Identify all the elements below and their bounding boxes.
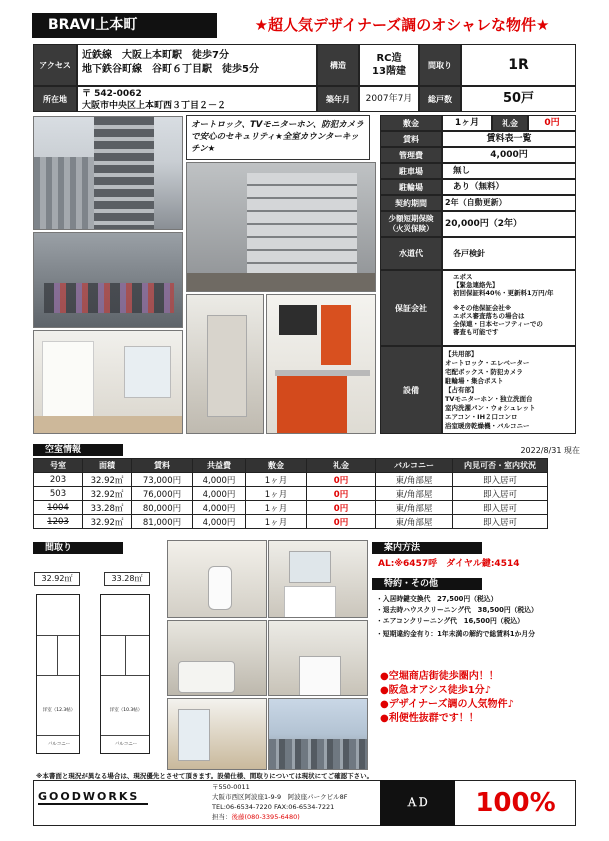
structure-value: RC造 13階建 bbox=[359, 44, 419, 86]
floorplan-title: 間取り bbox=[33, 542, 123, 554]
column-header: 賃料 bbox=[132, 459, 193, 473]
key-money-label: 礼金 bbox=[492, 115, 528, 131]
rent-label: 賃料 bbox=[380, 131, 442, 147]
floorplan-a bbox=[36, 594, 80, 754]
access-value bbox=[77, 44, 317, 86]
guide-line: AL:※6457呼 ダイヤル鍵:4514 bbox=[378, 559, 520, 569]
vacancy-title: 空室情報 bbox=[33, 444, 123, 456]
column-header: 敷金 bbox=[246, 459, 307, 473]
access-line-1: 近鉄線 大阪上本町駅 徒歩7分 bbox=[82, 50, 229, 61]
layout-value: 1R bbox=[461, 44, 576, 86]
floorplan-b bbox=[100, 594, 150, 754]
address-line-2: 大阪市中央区上本町西３丁目２－２ bbox=[82, 101, 227, 111]
footer-notice: ※本書面と現況が異なる場合は、現況優先とさせて頂きます。設備仕様、間取りについては現状にてご確認下さい。 bbox=[36, 772, 374, 780]
balcony: 東/角部屋 bbox=[376, 515, 453, 529]
column-header: 面積 bbox=[83, 459, 132, 473]
guarantor-line: エポス bbox=[453, 273, 473, 281]
vacancy-table bbox=[33, 458, 548, 529]
floorplan-a-area: 32.92㎡ bbox=[34, 572, 80, 586]
guide-title: 案内方法 bbox=[372, 542, 482, 554]
guarantor-label: 保証会社 bbox=[380, 270, 442, 346]
selling-points bbox=[380, 670, 580, 726]
rent: 76,000円 bbox=[132, 487, 193, 501]
bicycle-parking-label: 駐輪場 bbox=[380, 179, 442, 195]
balcony: 東/角部屋 bbox=[376, 473, 453, 487]
guarantor-line: ※その他保証会社※ bbox=[453, 303, 512, 312]
built-label: 築年月 bbox=[317, 86, 359, 112]
hallway-photo bbox=[186, 294, 264, 434]
features-title: 特約・その他 bbox=[372, 578, 482, 590]
company-line: 大阪市西区阿波座1-9-9 阿波座パークビル8F bbox=[212, 793, 348, 801]
room-number: 1203 bbox=[34, 515, 83, 529]
column-header: バルコニー bbox=[376, 459, 453, 473]
units-value: 50戸 bbox=[461, 86, 576, 112]
key-money: 0円 bbox=[307, 501, 376, 515]
company-info bbox=[212, 782, 382, 822]
common-fee: 4,000円 bbox=[193, 515, 246, 529]
feature-caption: オートロック、TVモニターホン、防犯カメラで安心のセキュリティ★全室カウンターキッチン★ bbox=[186, 115, 370, 160]
equipment-line: 駐輪場・集合ポスト bbox=[445, 377, 504, 385]
deposit: 1ヶ月 bbox=[246, 473, 307, 487]
status: 即入居可 bbox=[453, 487, 548, 501]
selling-point: ●利便性抜群です！！ bbox=[380, 713, 479, 724]
area: 33.28㎡ bbox=[83, 501, 132, 515]
table-row bbox=[34, 501, 548, 515]
access-line-2: 地下鉄谷町線 谷町６丁目駅 徒歩5分 bbox=[82, 64, 259, 75]
key-money: 0円 bbox=[307, 473, 376, 487]
rent-value: 賃料表一覧 bbox=[442, 131, 576, 147]
insurance-label: 少額短期保険 （火災保険） bbox=[380, 211, 442, 237]
access-label: アクセス bbox=[33, 44, 77, 86]
deposit: 1ヶ月 bbox=[246, 487, 307, 501]
vacancy-header-row bbox=[34, 459, 548, 473]
equipment-value bbox=[442, 346, 576, 434]
selling-point: ●阪急オアシス徒歩1分♪ bbox=[380, 685, 492, 696]
features-list bbox=[376, 594, 586, 640]
feature-item: ・エアコンクリーニング代 16,500円（税込） bbox=[376, 617, 524, 625]
room-label: 洋室（12.3帖） bbox=[42, 708, 76, 713]
deposit: 1ヶ月 bbox=[246, 501, 307, 515]
equipment-line: 【共用部】 bbox=[445, 350, 478, 358]
catchphrase: ★超人気デザイナーズ調のオシャレな物件★ bbox=[254, 16, 550, 34]
company-line: TEL:06-6534-7220 FAX:06-6534-7221 bbox=[212, 803, 335, 811]
column-header: 共益費 bbox=[193, 459, 246, 473]
rent: 73,000円 bbox=[132, 473, 193, 487]
balcony-label: バルコニー bbox=[114, 742, 138, 747]
balcony: 東/角部屋 bbox=[376, 501, 453, 515]
feature-item: ・退去時ハウスクリーニング代 38,500円（税込） bbox=[376, 606, 538, 614]
deposit-value: 1ヶ月 bbox=[442, 115, 492, 131]
equipment-line: エアコン・IH２口コンロ bbox=[445, 413, 518, 421]
contract-value: 2年（自動更新） bbox=[442, 195, 576, 211]
area: 32.92㎡ bbox=[83, 487, 132, 501]
bathroom-photo bbox=[167, 620, 267, 696]
equipment-line: TVモニターホン・独立洗面台 bbox=[445, 395, 533, 403]
feature-item: ・入居時鍵交換代 27,500円（税込） bbox=[376, 595, 498, 603]
table-row bbox=[34, 515, 548, 529]
balcony: 東/角部屋 bbox=[376, 487, 453, 501]
status: 即入居可 bbox=[453, 473, 548, 487]
equipment-line: 宅配ボックス・防犯カメラ bbox=[445, 368, 523, 376]
city-view-photo bbox=[268, 698, 368, 770]
ad-value: 100% bbox=[475, 788, 556, 818]
address-value bbox=[77, 86, 317, 112]
built-value: 2007年7月 bbox=[359, 86, 419, 112]
table-row bbox=[34, 487, 548, 501]
mgmt-fee-value: 4,000円 bbox=[442, 147, 576, 163]
rent: 80,000円 bbox=[132, 501, 193, 515]
area: 32.92㎡ bbox=[83, 515, 132, 529]
equipment-line: 浴室暖房乾燥機・バルコニー bbox=[445, 422, 530, 430]
address-line-1: 〒 542-0062 bbox=[82, 89, 142, 99]
key-money-value: 0円 bbox=[528, 115, 576, 131]
parking-label: 駐車場 bbox=[380, 163, 442, 179]
room-label: 洋室（10.3帖） bbox=[109, 708, 143, 713]
guarantor-line: エポス審査落ちの場合は bbox=[453, 311, 525, 320]
exterior-photo bbox=[33, 116, 183, 230]
water-label: 水道代 bbox=[380, 237, 442, 270]
bedroom-photo bbox=[167, 698, 267, 770]
key-money: 0円 bbox=[307, 515, 376, 529]
common-fee: 4,000円 bbox=[193, 473, 246, 487]
bicycle-parking-value: あり（無料） bbox=[442, 179, 576, 195]
equipment-line: 室内洗濯パン・ウォシュレット bbox=[445, 404, 536, 412]
guarantor-line: 全保連・日本セーフティーでの bbox=[453, 320, 543, 329]
contact-person: 後藤(080-3395-6480) bbox=[231, 813, 300, 821]
column-header: 内見可否・室内状況 bbox=[453, 459, 548, 473]
room-number: 503 bbox=[34, 487, 83, 501]
washbasin-photo bbox=[268, 540, 368, 618]
deposit: 1ヶ月 bbox=[246, 515, 307, 529]
water-value: 各戸検針 bbox=[442, 237, 576, 270]
contact-line: 担当：後藤(080-3395-6480) bbox=[212, 813, 300, 821]
kitchen-photo bbox=[266, 294, 376, 434]
selling-point: ●デザイナーズ調の人気物件♪ bbox=[380, 699, 514, 710]
feature-item: ・短期違約金有り：1年未満の解約で総賃料1か月分 bbox=[376, 630, 535, 638]
guarantor-value bbox=[442, 270, 576, 346]
ad-label: ＡＤ bbox=[380, 780, 455, 826]
column-header: 号室 bbox=[34, 459, 83, 473]
common-fee: 4,000円 bbox=[193, 501, 246, 515]
contract-label: 契約期間 bbox=[380, 195, 442, 211]
room-number: 1004 bbox=[34, 501, 83, 515]
layout-label: 間取り bbox=[419, 44, 461, 86]
mgmt-fee-label: 管理費 bbox=[380, 147, 442, 163]
mailbox-photo bbox=[186, 162, 376, 292]
bicycle-parking-photo bbox=[33, 232, 183, 328]
vacancy-date: 2022/8/31 現在 bbox=[520, 446, 580, 455]
selling-point: ●空堀商店街徒歩圏内！！ bbox=[380, 671, 499, 682]
parking-value: 無し bbox=[442, 163, 576, 179]
toilet-photo bbox=[167, 540, 267, 618]
building-name: BRAVI上本町 bbox=[32, 13, 217, 38]
area: 32.92㎡ bbox=[83, 473, 132, 487]
company-line: 〒550-0011 bbox=[212, 783, 250, 791]
equipment-line: オートロック・エレベーター bbox=[445, 359, 530, 367]
status: 即入居可 bbox=[453, 515, 548, 529]
company-logo: GOODWORKS bbox=[38, 790, 148, 805]
equipment-label: 設備 bbox=[380, 346, 442, 434]
status: 即入居可 bbox=[453, 501, 548, 515]
key-money: 0円 bbox=[307, 487, 376, 501]
deposit-label: 敷金 bbox=[380, 115, 442, 131]
balcony-label: バルコニー bbox=[47, 742, 71, 747]
insurance-value: 20,000円（2年） bbox=[442, 211, 576, 237]
equipment-line: 【占有部】 bbox=[445, 386, 478, 394]
guarantor-line: 【緊急連絡先】 bbox=[453, 281, 499, 290]
guarantor-line: 審査も可能です bbox=[453, 328, 499, 337]
units-label: 総戸数 bbox=[419, 86, 461, 112]
table-row bbox=[34, 473, 548, 487]
laundry-photo bbox=[268, 620, 368, 696]
guarantor-line: 初回保証料40％・更新料1万円/年 bbox=[453, 289, 554, 298]
room-interior-photo bbox=[33, 330, 183, 434]
common-fee: 4,000円 bbox=[193, 487, 246, 501]
room-number: 203 bbox=[34, 473, 83, 487]
column-header: 礼金 bbox=[307, 459, 376, 473]
structure-label: 構造 bbox=[317, 44, 359, 86]
rent: 81,000円 bbox=[132, 515, 193, 529]
floorplan-b-area: 33.28㎡ bbox=[104, 572, 150, 586]
address-label: 所在地 bbox=[33, 86, 77, 112]
